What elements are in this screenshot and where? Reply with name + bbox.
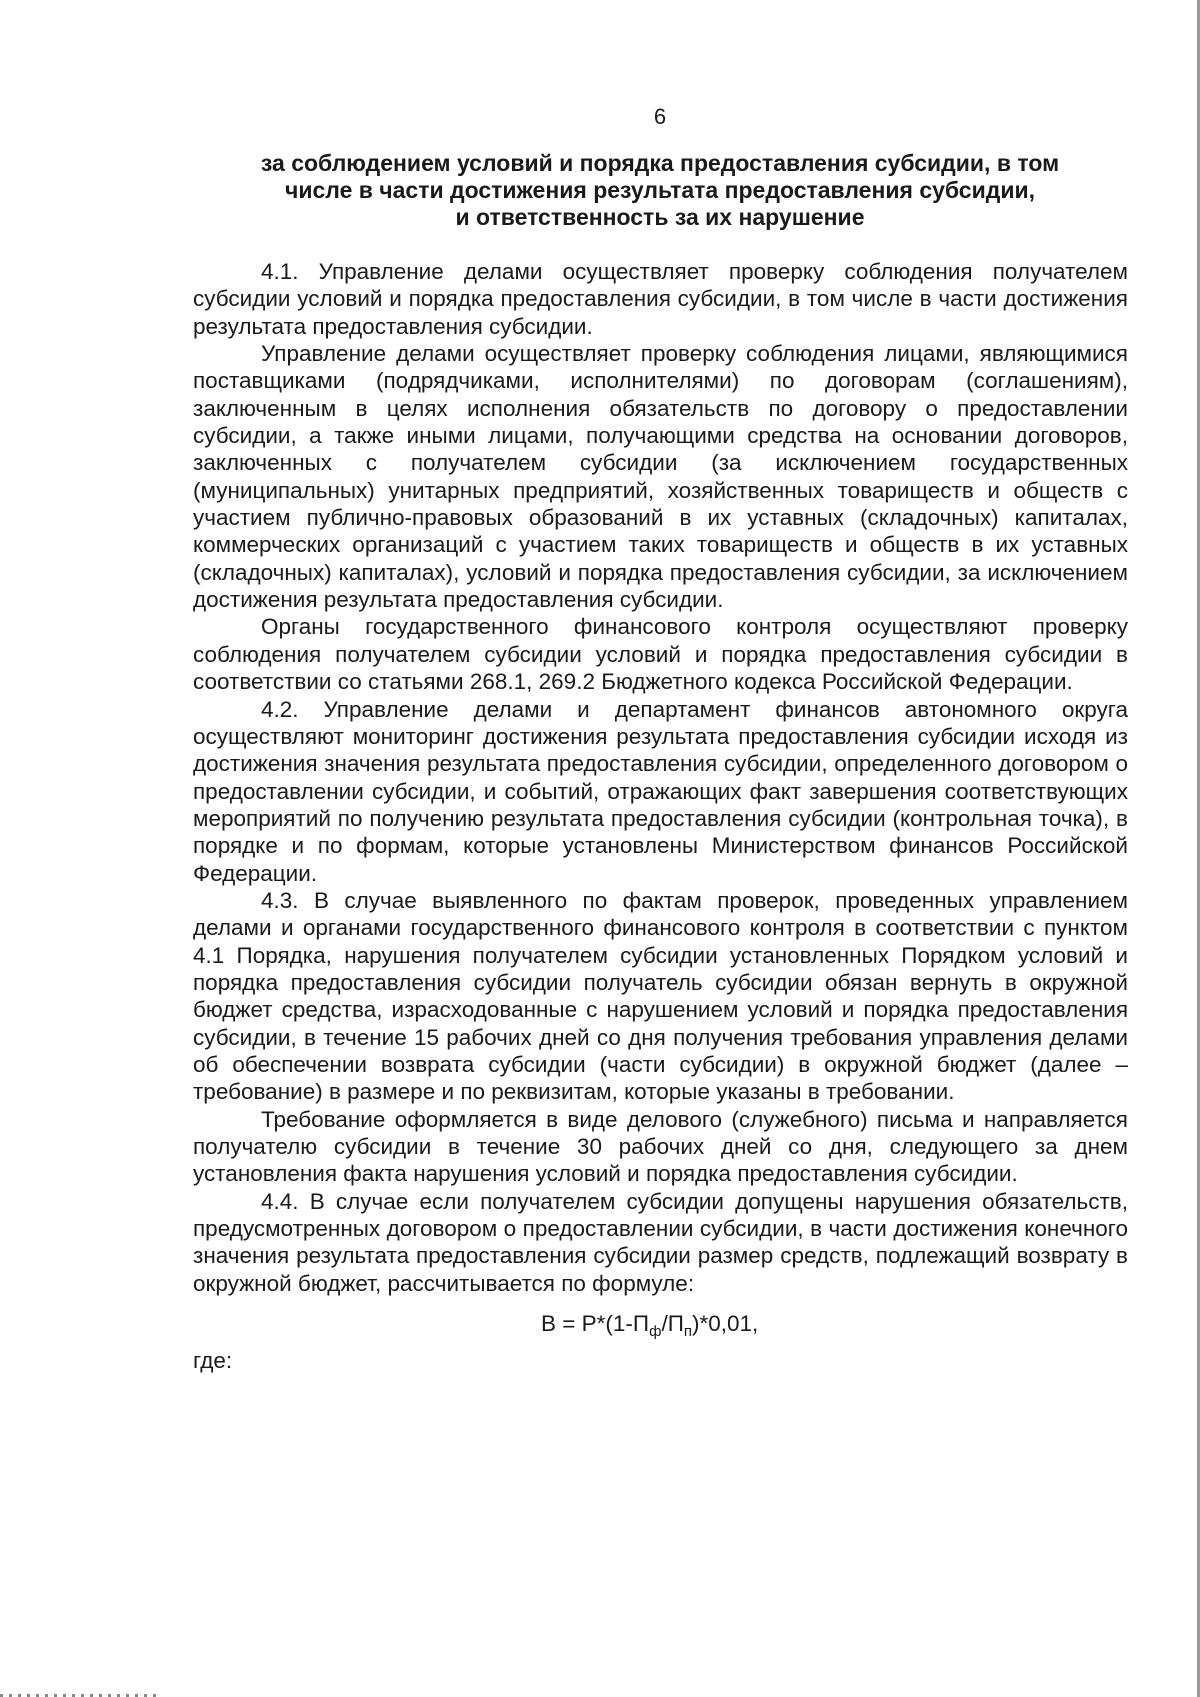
- heading-line-1: за соблюдением условий и порядка предоставления субсидии, в том: [260, 150, 1060, 176]
- where-label: где:: [193, 1348, 233, 1374]
- page-number: 6: [653, 104, 667, 129]
- formula-lhs: В = Р*(1-П: [541, 1311, 650, 1337]
- formula-sub-plan: п: [683, 1323, 692, 1341]
- paragraph-4-3: 4.3. В случае выявленного по фактам проверок, проведенных управлением делами и органами государственного финансового контроля в соответствии с пунктом 4.1 Порядка, нарушения получателем субсидии установленных Порядком условий и порядка предоставления субсидии получатель субсидии обязан вернуть в окружной бюджет средства, израсходованные с нарушением условий и порядка предоставления субсидии, в течение 15 рабочих дней со дня получения требования управления делами об обеспечении возврата субсидии (части субсидии) в окружной бюджет (далее – требование) в размере и по реквизитам, которые указаны в требовании.: [193, 887, 1128, 1105]
- document-body: [193, 258, 1128, 1375]
- paragraph-4-3-requirement: Требование оформляется в виде делового (служебного) письма и направляется получателю субсидии в течение 30 рабочих дней со дня, следующего за днем установления факта нарушения условий и порядка предоставления субсидии.: [193, 1106, 1128, 1187]
- paragraph-4-4: 4.4. В случае если получателем субсидии допущены нарушения обязательств, предусмотренных договором о предоставлении субсидии, в части достижения конечного значения результата предоставления субсидии размер средств, подлежащий возврату в окружной бюджет, рассчитывается по формуле:: [193, 1188, 1128, 1296]
- formula-rhs: )*0,01,: [692, 1311, 759, 1337]
- formula-sub-fact: ф: [649, 1323, 662, 1341]
- section-heading: [190, 150, 1130, 231]
- formula-mid: /П: [661, 1311, 684, 1337]
- heading-line-2: числе в части достижения результата предоставления субсидии,: [284, 177, 1035, 203]
- paragraph-4-1-financial-control: Органы государственного финансового контроля осуществляют проверку соблюдения получателем субсидии условий и порядка предоставления субсидии в соответствии со статьями 268.1, 269.2 Бюджетного кодекса Российской Федерации.: [193, 614, 1128, 695]
- refund-formula: [193, 1307, 1128, 1341]
- paragraph-4-2: 4.2. Управление делами и департамент финансов автономного округа осуществляют мониторинг достижения результата предоставления субсидии исходя из достижения значения результата предоставления субсидии, определенного договором о предоставлении субсидии, и событий, отражающих факт завершения соответствующих мероприятий по получению результата предоставления субсидии (контрольная точка), в порядке и по формам, которые установлены Министерством финансов Российской Федерации.: [193, 696, 1128, 886]
- paragraph-4-1: 4.1. Управление делами осуществляет проверку соблюдения получателем субсидии условий и порядка предоставления субсидии, в том числе в части достижения результата предоставления субсидии.: [193, 259, 1128, 339]
- paragraph-4-1-contractors: Управление делами осуществляет проверку соблюдения лицами, являющимися поставщиками (подрядчиками, исполнителями) по договорам (соглашениям), заключенным в целях исполнения обязательств по договору о предоставлении субсидии, а также иными лицами, получающими средства на основании договоров, заключенных с получателем субсидии (за исключением государственных (муниципальных) унитарных предприятий, хозяйственных товариществ и обществ с участием публично-правовых образований в их уставных (складочных) капиталах, коммерческих организаций с участием таких товариществ и обществ в их уставных (складочных) капиталах), условий и порядка предоставления субсидии, за исключением достижения результата предоставления субсидии.: [193, 341, 1128, 613]
- heading-line-3: и ответственность за их нарушение: [455, 204, 865, 230]
